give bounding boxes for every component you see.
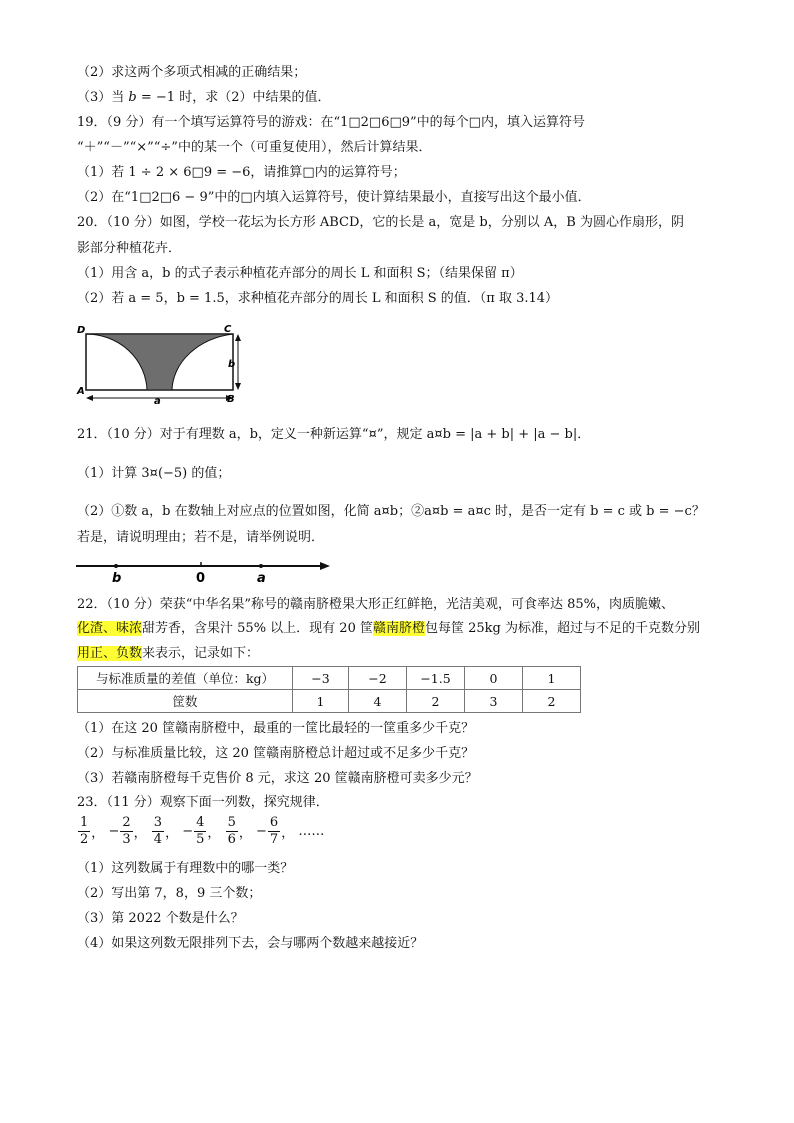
ellipsis: …… [298,824,325,839]
line-q18-3 [77,89,330,107]
number-line [74,556,334,586]
point-b [114,564,118,568]
q19-line-4: （2）在“1□2□6 − 9”中的□内填入运算符号，使计算结果最小，直接写出这个最小值． [77,190,591,205]
label-a-point: A [77,386,85,397]
var-b: b [128,90,137,105]
table-cell: 2 [523,690,581,713]
q22-sub-1: （1）在这 20 筐赣南脐橙中，最重的一筐比最轻的一筐重多少千克？ [77,721,475,736]
q22-line-2 [77,620,700,638]
q21-line-3: （2）①数 a，b 在数轴上对应点的位置如图，化简 a¤b；②a¤b = a¤c 时，是否一定有 b = c 或 b = −c？ [77,504,705,519]
q20-line-2: 影部分种植花卉． [77,241,182,256]
fraction [120,815,132,848]
denominator: 5 [196,832,205,847]
fraction [226,815,238,848]
numerator: 2 [122,815,131,830]
separator: ， [238,826,252,841]
numerator: 3 [153,815,163,830]
text: （3）当 [77,90,129,105]
separator: ， [165,826,179,841]
table-row [78,690,581,713]
arrow-down [235,383,241,390]
separator: ， [91,826,105,841]
table-cell: 4 [349,690,407,713]
table-cell: 2 [407,690,465,713]
q23-sub-1: （1）这列数属于有理数中的哪一类？ [77,861,294,876]
fraction [194,815,206,848]
q22-sub-3: （3）若赣南脐橙每千克售价 8 元，求这 20 筐赣南脐橙可卖多少元？ [77,771,478,786]
table-header-cell: 与标准质量的差值（单位：kg） [78,667,293,690]
q20-line-4: （2）若 a = 5，b = 1.5，求种植花卉部分的周长 L 和面积 S 的值．（π 取 3.14） [77,291,559,306]
table-cell: 1 [523,667,581,690]
label-b-point: B [227,394,235,405]
separator: ， [281,826,295,841]
table-cell: −3 [293,667,349,690]
text: = −1 时，求（2）中结果的值． [136,90,331,105]
numerator: 4 [196,815,205,830]
q19-line-3: （1）若 1 ÷ 2 × 6□9 = −6，请推算□内的运算符号； [77,165,406,180]
table-cell: 0 [465,667,523,690]
label-zero: 0 [196,571,206,586]
line-q18-2: （2）求这两个多项式相减的正确结果； [77,65,307,80]
label-c: C [224,324,232,335]
q20-line-1: 20．（10 分）如图，学校一花坛为长方形 ABCD，它的长是 a，宽是 b，分别以 A，B 为圆心作扇形，阴 [77,215,684,230]
point-a [259,564,263,568]
q23-sub-3: （3）第 2022 个数是什么？ [77,911,244,926]
text: 来表示，记录如下： [142,646,260,661]
denominator: 7 [269,832,279,847]
q19-line-2: “＋”“－”“×”“÷”中的某一个（可重复使用），然后计算结果． [77,140,432,155]
arrow-up [235,334,241,341]
q21-line-2: （1）计算 3¤(−5) 的值； [77,466,231,481]
text: 甜芳香，含果汁 55% 以上．现有 20 筐 [142,621,373,636]
fraction [78,815,90,848]
sign: − [182,824,194,839]
highlight: 化渣、味浓 [77,621,143,636]
table-cell: 1 [293,690,349,713]
q23-line-1: 23．（11 分）观察下面一列数，探究规律． [77,795,329,810]
table-cell: −2 [349,667,407,690]
sign: − [256,824,267,839]
denominator: 4 [153,832,163,847]
axis-arrow [320,562,330,570]
fraction [152,815,164,848]
flowerbed-figure [74,320,244,406]
q22-line-3 [77,645,259,663]
label-d: D [77,325,86,336]
label-a-length: a [154,396,161,406]
table-header-cell: 筐数 [78,690,293,713]
label-a: a [257,571,266,586]
label-b: b [112,571,122,586]
numerator: 1 [80,815,89,830]
separator: ， [207,826,221,841]
table-row [78,667,581,690]
q21-line-1: 21．（10 分）对于有理数 a，b，定义一种新运算“¤”，规定 a¤b = |a + b| + |a − b|． [77,427,591,442]
fraction [268,815,280,848]
data-table [77,666,581,713]
denominator: 2 [80,832,89,847]
sign: − [108,824,120,839]
separator: ， [133,826,147,841]
q20-line-3: （1）用含 a，b 的式子表示种植花卉部分的周长 L 和面积 S；（结果保留 π） [77,266,523,281]
denominator: 6 [227,832,236,847]
highlight: 赣南脐橙 [372,621,425,636]
numerator: 6 [269,815,279,830]
arrow-left [86,395,93,401]
table-cell: 3 [465,690,523,713]
q22-line-1: 22．（10 分）荣获“中华名果”称号的赣南脐橙果大形正红鲜艳，光洁美观，可食率达 85%，肉质脆嫩、 [77,597,675,612]
q19-line-1: 19．（9 分）有一个填写运算符号的游戏：在“1□2□6□9”中的每个□内，填入运算符号 [77,115,585,130]
label-b-width: b [228,359,236,370]
q22-sub-2: （2）与标准质量比较，这 20 筐赣南脐橙总计超过或不足多少千克？ [77,746,475,761]
denominator: 3 [122,832,131,847]
table-cell: −1.5 [407,667,465,690]
highlight: 用正、负数 [77,646,143,661]
numerator: 5 [227,815,236,830]
q21-line-4: 若是，请说明理由；若不是，请举例说明． [77,530,325,545]
text: 包每筐 25kg 为标准，超过与不足的千克数分别 [425,621,701,636]
q23-sub-2: （2）写出第 7，8，9 三个数； [77,886,262,901]
q23-sub-4: （4）如果这列数无限排列下去，会与哪两个数越来越接近？ [77,936,424,951]
fraction-sequence [77,815,324,848]
